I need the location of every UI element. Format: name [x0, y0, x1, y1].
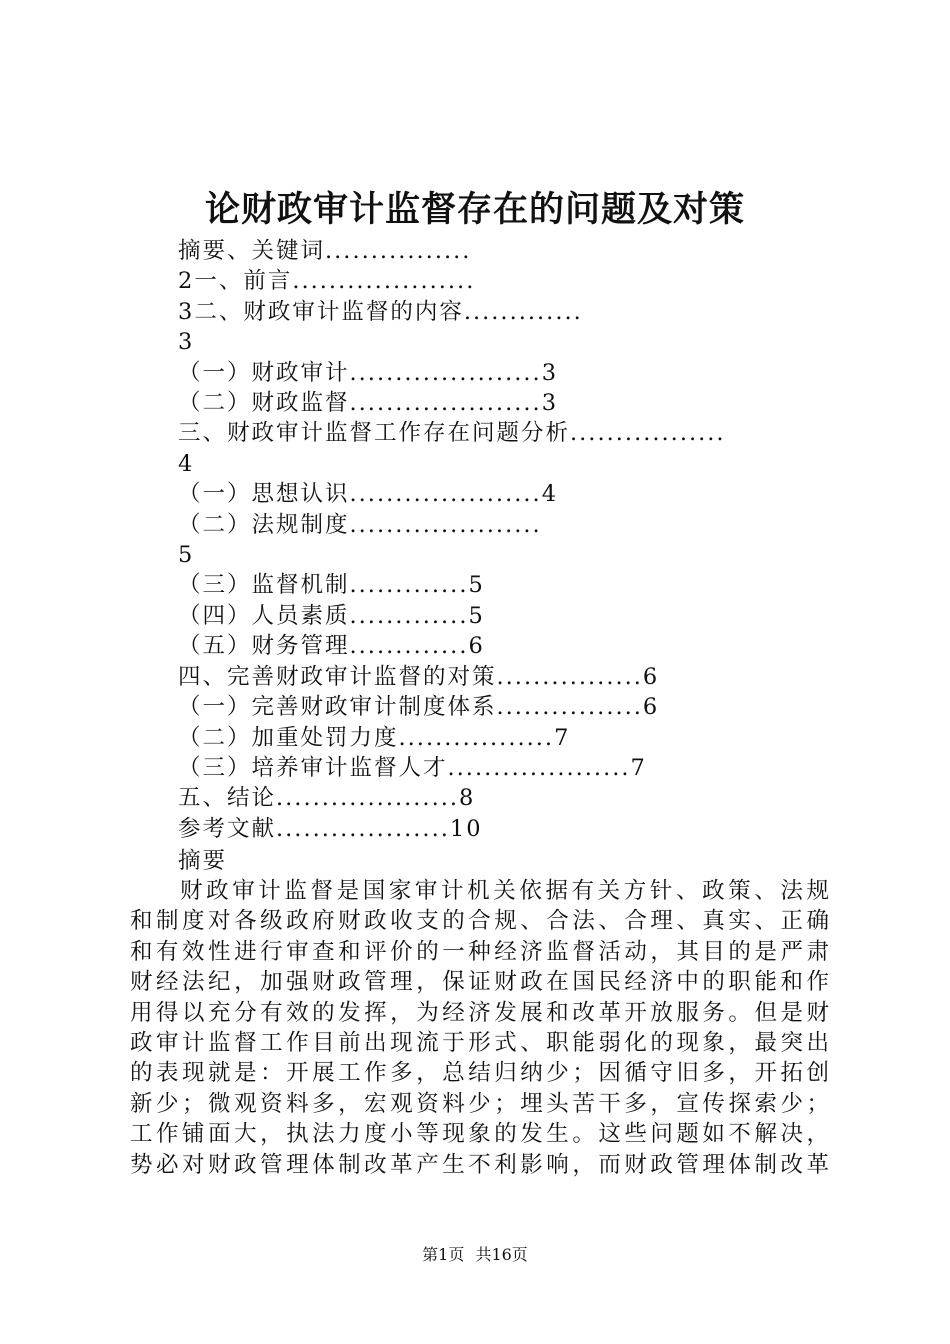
paragraph-line: 财经法纪，加强财政管理，保证财政在国民经济中的职能和作 [130, 969, 830, 996]
table-of-contents [178, 236, 858, 844]
toc-line: 三、财政审计监督工作存在问题分析................. [178, 420, 726, 447]
toc-line: 五、结论....................8 [178, 785, 476, 812]
toc-line: （一）财政审计.....................3 [178, 359, 559, 386]
toc-line: 2一、前言.................... [178, 268, 476, 295]
paragraph-line: 政审计监督工作目前出现流于形式、职能弱化的现象，最突出 [130, 1030, 830, 1057]
document-title: 论财政审计监督存在的问题及对策 [204, 189, 745, 230]
toc-line: 5 [178, 542, 195, 569]
paragraph-line: 新少；微观资料多，宏观资料少；埋头苦干多，宣传探索少； [130, 1090, 830, 1117]
paragraph-line: 工作铺面大，执法力度小等现象的发生。这些问题如不解决， [130, 1121, 830, 1148]
toc-line: 3 [178, 329, 195, 356]
paragraph-line: 势必对财政管理体制改革产生不利影响，而财政管理体制改革 [130, 1151, 830, 1178]
abstract-heading: 摘要 [178, 848, 228, 874]
toc-line: 3二、财政审计监督的内容............. [178, 298, 583, 325]
paragraph-line: 用得以充分有效的发挥，为经济发展和改革开放服务。但是财 [130, 999, 830, 1026]
paragraph-line: 的表现就是：开展工作多，总结归纳少；因循守旧多，开拓创 [130, 1060, 830, 1087]
toc-line: （四）人员素质.............5 [178, 602, 485, 629]
paragraph-line: 和有效性进行审查和评价的一种经济监督活动，其目的是严肃 [130, 938, 830, 965]
paragraph-line: 财政审计监督是国家审计机关依据有关方针、政策、法规 [180, 878, 830, 904]
toc-line: （一）思想认识.....................4 [178, 481, 559, 508]
abstract-paragraph [130, 876, 830, 1180]
toc-line: （二）加重处罚力度.................7 [178, 724, 571, 751]
toc-line: （二）法规制度..................... [178, 511, 542, 538]
paragraph-line: 和制度对各级政府财政收支的合规、合法、合理、真实、正确 [130, 908, 830, 935]
toc-line: 四、完善财政审计监督的对策................6 [178, 663, 660, 690]
toc-line: 摘要、关键词................ [178, 238, 472, 264]
toc-line: （一）完善财政审计制度体系................6 [178, 694, 660, 721]
toc-line: （二）财政监督.....................3 [178, 390, 559, 417]
toc-line: （五）财务管理.............6 [178, 633, 485, 660]
toc-line: （三）培养审计监督人才....................7 [178, 754, 647, 781]
toc-line: （三）监督机制.............5 [178, 572, 485, 599]
page-footer: 第1页 共16页 [422, 1245, 528, 1264]
toc-line: 4 [178, 450, 195, 477]
toc-line: 参考文献...................10 [178, 815, 483, 842]
